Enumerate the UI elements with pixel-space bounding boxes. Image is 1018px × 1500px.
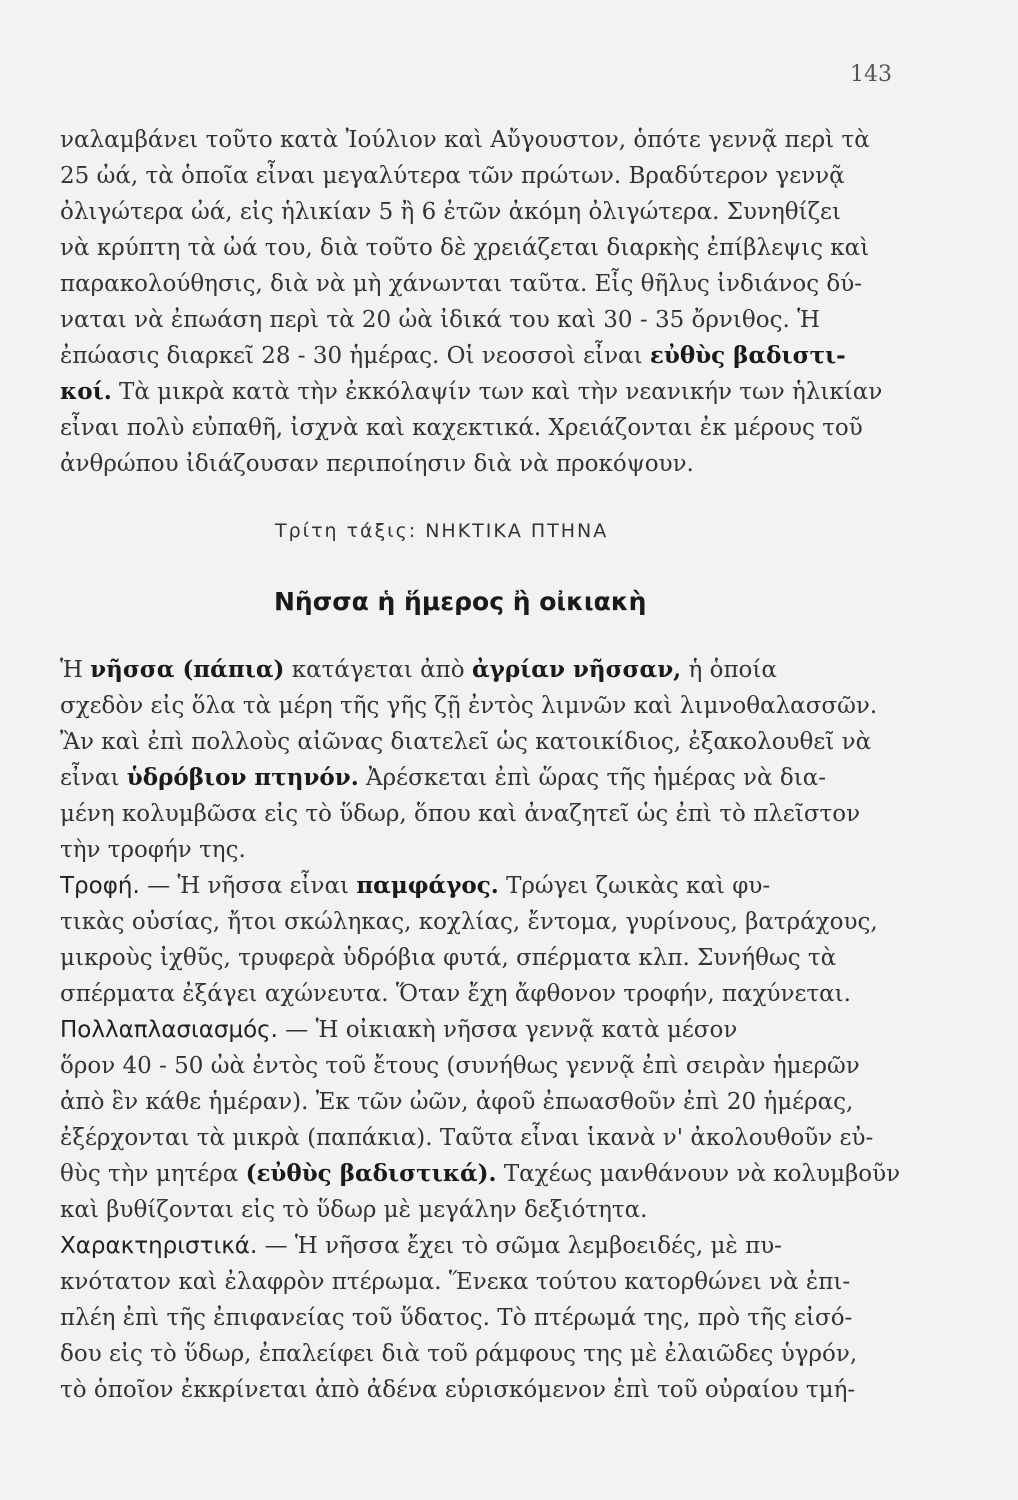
text-line: εἶναι πολὺ εὐπαθῆ, ἰσχνὰ καὶ καχεκτικά. Χρειάζονται ἐκ μέρους τοῦ — [60, 415, 863, 441]
text-span: κατάγεται ἀπὸ — [291, 657, 465, 683]
text-line: σπέρματα ἐξάγει αχώνευτα. Ὅταν ἔχη ἄφθονον τροφήν, παχύνεται. — [60, 981, 851, 1007]
text-span: ἐπώασις διαρκεῖ 28 - 30 ἡμέρας. Οἱ νεοσσοὶ εἶναι — [60, 343, 643, 369]
bold-term: ἀγρίαν νῆσσαν, — [471, 656, 682, 683]
text-line: ὀλιγώτερα ὠά, εἰς ἡλικίαν 5 ἢ 6 ἐτῶν ἀκόμη ὀλιγώτερα. Συνηθίζει — [60, 199, 841, 225]
text-line: μικροὺς ἰχθῦς, τρυφερὰ ὑδρόβια φυτά, σπέρματα κλπ. Συνήθως τὰ — [60, 945, 837, 971]
food-paragraph — [60, 868, 920, 1012]
text-span: — Ἡ νῆσσα ἔχει τὸ σῶμα λεμβοειδές, μὲ πυ- — [264, 1233, 782, 1259]
text-line: ναλαμβάνει τοῦτο κατὰ Ἰούλιον καὶ Αὔγουστον, ὁπότε γεννᾷ περὶ τὰ — [60, 127, 870, 153]
bold-term: εὐθὺς βαδιστι- — [649, 342, 846, 369]
text-span: Ἀρέσκεται ἐπὶ ὥρας τῆς ἡμέρας νὰ δια- — [366, 765, 827, 791]
text-line: παρακολούθησις, διὰ νὰ μὴ χάνωνται ταῦτα. Εἷς θῆλυς ἰνδιάνος δύ- — [60, 271, 863, 297]
text-line: τικὰς οὐσίας, ἤτοι σκώληκας, κοχλίας, ἔντομα, γυρίνους, βατράχους, — [60, 909, 878, 935]
text-line — [60, 652, 920, 688]
text-line — [60, 374, 920, 410]
text-line: 25 ὠά, τὰ ὁποῖα εἶναι μεγαλύτερα τῶν πρώτων. Βραδύτερον γεννᾷ — [60, 163, 845, 189]
text-line — [60, 1012, 920, 1048]
text-span: Τὰ μικρὰ κατὰ τὴν ἐκκόλαψίν των καὶ τὴν νεανικήν των ἡλικίαν — [119, 379, 883, 405]
reproduction-paragraph — [60, 1012, 920, 1228]
text-line: κνότατον καὶ ἐλαφρὸν πτέρωμα. Ἕνεκα τούτου κατορθώνει νὰ ἐπι- — [60, 1269, 851, 1295]
text-span: Τρώγει ζωικὰς καὶ φυ- — [506, 873, 771, 899]
bold-term: νῆσσα (πάπια) — [90, 656, 285, 683]
text-span: Ἡ — [60, 657, 83, 683]
text-line: δου εἰς τὸ ὕδωρ, ἐπαλείφει διὰ τοῦ ράμφους της μὲ ἐλαιῶδες ὑγρόν, — [60, 1341, 858, 1367]
bold-term: κοί. — [60, 378, 112, 405]
text-span: θὺς τὴν μητέρα — [60, 1161, 239, 1187]
text-span: ἡ ὁποία — [688, 657, 777, 683]
text-line: σχεδὸν εἰς ὅλα τὰ μέρη τῆς γῆς ζῇ ἐντὸς λιμνῶν καὶ λιμνοθαλασσῶν. — [60, 693, 878, 719]
text-line — [60, 868, 920, 904]
text-line: καὶ βυθίζονται εἰς τὸ ὕδωρ μὲ μεγάλην δεξιότητα. — [60, 1197, 648, 1223]
description-paragraph — [60, 652, 920, 868]
class-heading: Τρίτη τάξις: ΝΗΚΤΙΚΑ ΠΤΗΝΑ — [275, 520, 609, 542]
text-line — [60, 760, 920, 796]
text-line: τὸ ὁποῖον ἐκκρίνεται ἀπὸ ἀδένα εὑρισκόμενον ἐπὶ τοῦ οὐραίου τμή- — [60, 1377, 856, 1403]
text-line: τὴν τροφήν της. — [60, 837, 246, 863]
section-heading-characteristics: Χαρακτηριστικά. — [60, 1233, 258, 1259]
text-line: ἀπὸ ἓν κάθε ἡμέραν). Ἐκ τῶν ὠῶν, ἀφοῦ ἐπωασθοῦν ἐπὶ 20 ἡμέρας, — [60, 1089, 854, 1115]
text-line: Ἂν καὶ ἐπὶ πολλοὺς αἰῶνας διατελεῖ ὡς κατοικίδιος, ἐξακολουθεῖ νὰ — [60, 729, 872, 755]
text-line: ναται νὰ ἐπωάση περὶ τὰ 20 ὠὰ ἰδικά του καὶ 30 - 35 ὄρνιθος. Ἡ — [60, 307, 820, 333]
text-span: — Ἡ νῆσσα εἶναι — [147, 873, 350, 899]
text-line: ἐξέρχονται τὰ μικρὰ (παπάκια). Ταῦτα εἶναι ἱκανὰ ν' ἀκολουθοῦν εὐ- — [60, 1125, 874, 1151]
text-span: Ταχέως μανθάνουν νὰ κολυμβοῦν — [503, 1161, 901, 1187]
text-line: μένη κολυμβῶσα εἰς τὸ ὕδωρ, ὅπου καὶ ἀναζητεῖ ὡς ἐπὶ τὸ πλεῖστον — [60, 801, 861, 827]
characteristics-paragraph — [60, 1228, 920, 1408]
text-line: ἀνθρώπου ἰδιάζουσαν περιποίησιν διὰ νὰ προκόψουν. — [60, 451, 694, 477]
text-line: πλέη ἐπὶ τῆς ἐπιφανείας τοῦ ὕδατος. Τὸ πτέρωμά της, πρὸ τῆς εἰσό- — [60, 1305, 853, 1331]
text-line — [60, 1228, 920, 1264]
text-line: νὰ κρύπτη τὰ ὠά του, διὰ τοῦτο δὲ χρειάζεται διαρκὴς ἐπίβλεψις καὶ — [60, 235, 870, 261]
bold-term: (εὐθὺς βαδιστικά). — [245, 1160, 497, 1187]
text-span: εἶναι — [60, 765, 120, 791]
text-line: ὅρον 40 - 50 ὠὰ ἐντὸς τοῦ ἔτους (συνήθως γεννᾷ ἐπὶ σειρὰν ἡμερῶν — [60, 1053, 860, 1079]
text-line — [60, 338, 920, 374]
text-line — [60, 1156, 920, 1192]
intro-paragraph — [60, 122, 920, 482]
page-number: 143 — [850, 62, 892, 87]
text-span: — Ἡ οἰκιακὴ νῆσσα γεννᾷ κατὰ μέσον — [285, 1017, 738, 1043]
section-heading-food: Τροφή. — [60, 873, 140, 899]
bold-term: παμφάγος. — [356, 872, 499, 899]
species-title: Νῆσσα ἡ ἥμερος ἢ οἰκιακὴ — [274, 587, 647, 616]
section-heading-reproduction: Πολλαπλασιασμός. — [60, 1017, 278, 1043]
bold-term: ὑδρόβιον πτηνόν. — [126, 764, 359, 791]
